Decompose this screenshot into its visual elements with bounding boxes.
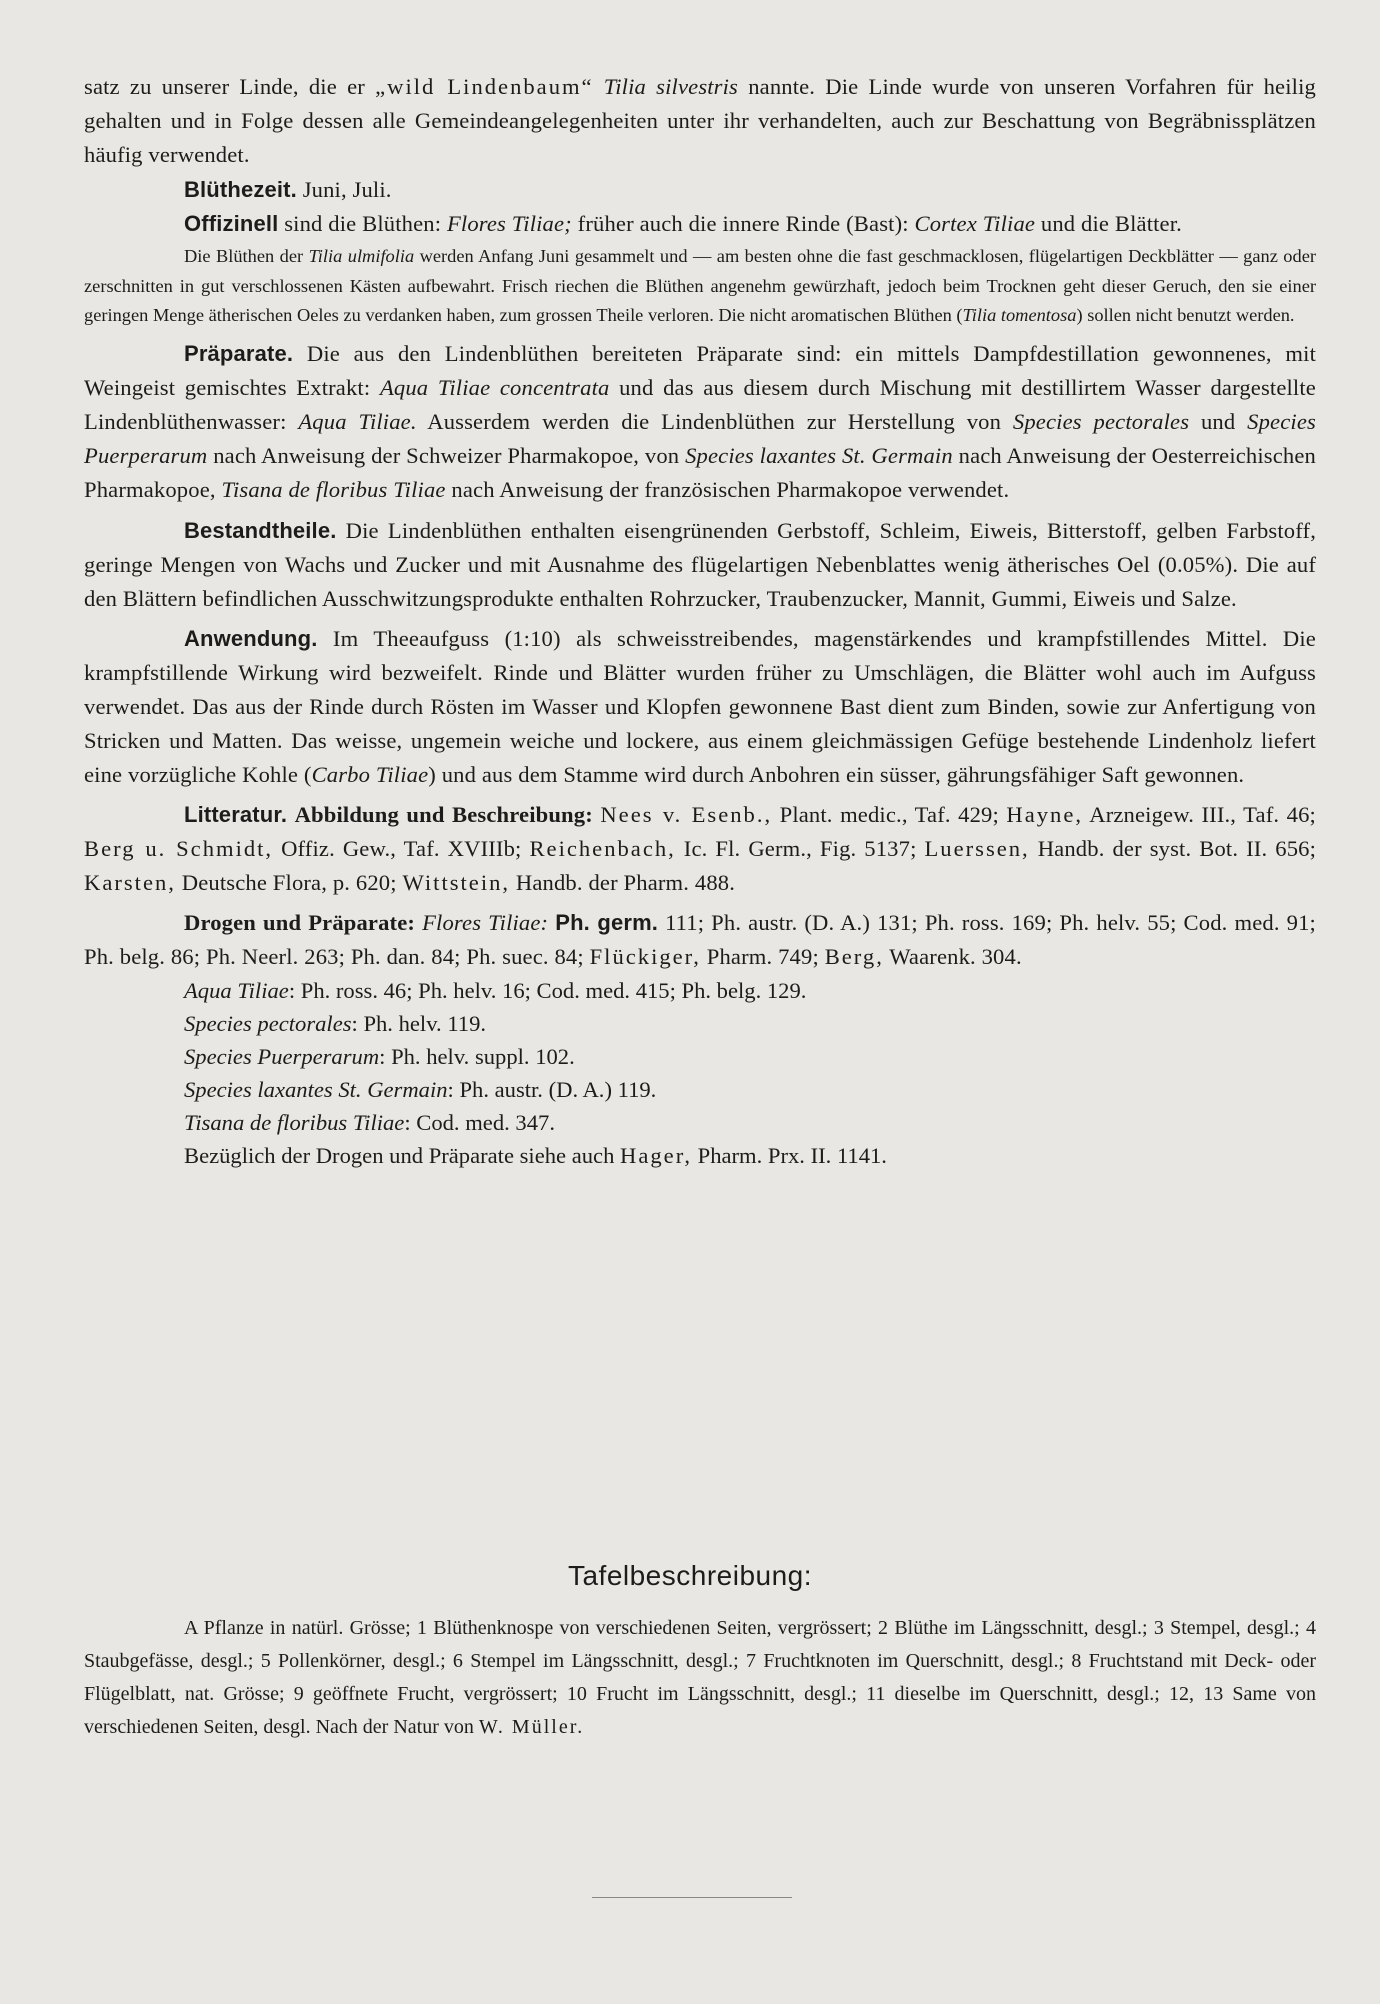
offizinell-paragraph: [84, 207, 1316, 241]
latin-term: Tilia silvestris: [603, 74, 738, 99]
section-heading: Anwendung.: [184, 625, 318, 651]
text-span: Ic. Fl. Germ., Fig. 5137;: [683, 835, 917, 861]
text-span: Pharm. Prx. II. 1141.: [697, 1142, 887, 1168]
section-heading: Litteratur.: [184, 801, 288, 827]
list-refs: : Ph. helv. suppl. 102.: [379, 1043, 575, 1069]
latin-term: Species laxantes St. Germain: [685, 442, 953, 468]
latin-term: Cortex Tiliae: [914, 211, 1036, 236]
bluethezeit-paragraph: [84, 173, 1316, 207]
opening-paragraph: [84, 70, 1316, 172]
list-item: [184, 1007, 1316, 1040]
text-span: nach Anweisung der französischen Pharmakopoe verwendet.: [451, 476, 1010, 502]
list-refs: : Ph. austr. (D. A.) 119.: [447, 1076, 657, 1102]
latin-term: Aqua Tiliae concentrata: [379, 374, 610, 400]
text-span: Pharm. 749;: [706, 943, 819, 969]
text-span: Die Lindenblüthen enthalten eisengrünenden Gerbstoff, Schleim, Eiweis, Bitterstoff, gelben Farbstoff, geringe Mengen von Wachs und Zucker und mit Ausnahme des flügelartigen Nebenblattes wenig ätherisches Oel (0.05%). Die auf den Blättern befindlichen Ausschwitzungsprodukte enthalten Rohrzucker, Traubenzucker, Mannit, Gummi, Eiweis und Salze.: [84, 517, 1316, 611]
section-heading: Bestandtheile.: [184, 517, 337, 543]
note-paragraph: [84, 242, 1316, 331]
text-span: sind die Blüthen:: [284, 211, 442, 236]
text-span: und die Blätter.: [1040, 211, 1182, 236]
anwendung-paragraph: [84, 622, 1316, 792]
latin-term: Tisana de floribus Tiliae: [184, 1109, 405, 1135]
list-refs: : Cod. med. 347.: [404, 1109, 555, 1135]
latin-term: Aqua Tiliae: [184, 977, 289, 1003]
list-item: [184, 1040, 1316, 1073]
latin-term: Species pectorales: [184, 1010, 352, 1036]
author-name: Nees v. Esenb.,: [600, 801, 773, 827]
latin-term: Carbo Tiliae: [311, 761, 429, 787]
latin-term: Species laxantes St. Germain: [184, 1076, 448, 1102]
plate-description-title: Tafelbeschreibung:: [567, 1560, 813, 1591]
latin-term: Species Puerperarum: [184, 1043, 380, 1069]
text-span: Die aus den Lindenblüthen bereiteten Präparate sind: ein mittels Dampfdestillation gewonnenes, mit Weingeist gemischtes Extrakt:: [84, 340, 1316, 400]
latin-term: Species Puerperarum: [84, 408, 1316, 468]
plate-description: [84, 1612, 1316, 1744]
text-span: satz zu unserer Linde, die er: [84, 74, 376, 99]
author-name: Karsten,: [84, 869, 176, 895]
text-span: und: [1200, 408, 1236, 434]
list-item: [184, 1139, 1316, 1172]
subheading: Abbildung und Beschreibung:: [294, 801, 593, 827]
text-span: ) und aus dem Stamme wird durch Anbohren ein süsser, gährungsfähiger Saft gewonnen.: [428, 761, 1245, 787]
author-name: W. Müller.: [478, 1716, 585, 1738]
text-span: Ausserdem werden die Lindenblüthen zur Herstellung von: [427, 408, 1002, 434]
text-span: Handb. der syst. Bot. II. 656;: [1037, 835, 1317, 861]
section-heading: Blüthezeit.: [184, 177, 297, 202]
plate-description-text: [84, 1612, 1316, 1744]
section-heading: Drogen und Präparate:: [184, 909, 416, 935]
drogen-paragraph: [84, 906, 1316, 974]
litteratur-paragraph: [84, 798, 1316, 900]
list-item: [184, 1106, 1316, 1139]
text-span: Deutsche Flora, p. 620;: [181, 869, 397, 895]
author-name: Reichenbach,: [529, 835, 676, 861]
text-span: Plant. medic., Taf. 429;: [779, 801, 999, 827]
text-span: und das aus diesem durch Mischung mit destillirtem Wasser dargestellte Lindenblüthenwasser:: [84, 374, 1316, 434]
closing-rule: [592, 1897, 792, 1898]
list-refs: : Ph. ross. 46; Ph. helv. 16; Cod. med. 415; Ph. belg. 129.: [288, 977, 807, 1003]
text-span: 111; Ph. austr. (D. A.) 131; Ph. ross. 169; Ph. helv. 55; Cod. med. 91; Ph. belg. 86; Ph. Neerl. 263; Ph. dan. 84; Ph. suec. 84;: [84, 909, 1316, 969]
list-item: [184, 974, 1316, 1007]
text-span: früher auch die innere Rinde (Bast):: [577, 211, 909, 236]
author-name: Wittstein,: [402, 869, 511, 895]
text-span: Handb. der Pharm. 488.: [515, 869, 736, 895]
latin-term: Tisana de floribus Tiliae: [221, 476, 446, 502]
text-span: Arzneigew. III., Taf. 46;: [1089, 801, 1316, 827]
main-column: [84, 70, 1316, 1172]
latin-term: Flores Tiliae;: [446, 211, 572, 236]
latin-term: Tilia ulmifolia: [308, 246, 415, 266]
text-span: ) sollen nicht benutzt werden.: [1076, 305, 1295, 325]
praeparate-paragraph: [84, 337, 1316, 507]
text-span: nannte. Die Linde wurde von unseren Vorfahren für heilig gehalten und in Folge dessen alle Gemeindeangelegenheiten unter ihr verhandelten, auch zur Beschattung von Begräbnissplätzen häufig verwendet.: [84, 74, 1316, 167]
list-item: [184, 1073, 1316, 1106]
latin-term: Tilia tomentosa: [962, 305, 1077, 325]
author-name: Hager,: [620, 1142, 692, 1168]
text-span: Juni, Juli.: [302, 177, 392, 202]
section-heading: Präparate.: [184, 340, 294, 366]
text-span: Waarenk. 304.: [889, 943, 1022, 969]
pharmacopoeia-ref: Ph. germ.: [555, 909, 659, 935]
text-span: werden Anfang Juni gesammelt und — am besten ohne die fast geschmacklosen, flügelartigen Deckblätter — ganz oder zerschnitten in gut verschlossenen Kästen aufbewahrt. Frisch riechen die Blüthen angenehm gewürzhaft, jedoch beim Trocknen geht dieser Geruch, den sie einer geringen Menge ätherischen Oeles zu verdanken haben, zum grossen Theile verloren. Die nicht aromatischen Blüthen (: [84, 246, 1316, 325]
author-name: Berg,: [824, 943, 884, 969]
text-span: Im Theeaufguss (1:10) als schweisstreibendes, magenstärkendes und krampfstillendes Mittel. Die krampfstillende Wirkung wird bezweifelt. Rinde und Blätter wurden früher zu Umschlägen, die Blätter wohl auch im Aufguss verwendet. Das aus der Rinde durch Rösten im Wasser und Klopfen gewonnene Bast dient zum Binden, sowie zur Anfertigung von Stricken und Matten. Das weisse, ungemein weiche und lockere, aus einem gleichmässigen Gefüge bestehende Lindenholz liefert eine vorzügliche Kohle (: [84, 625, 1316, 787]
preparations-list: [84, 974, 1316, 1172]
text-span: Offiz. Gew., Taf. XVIIIb;: [281, 835, 522, 861]
author-name: Luerssen,: [924, 835, 1030, 861]
spaced-term: „wild Lindenbaum“: [375, 74, 594, 99]
author-name: Flückiger,: [589, 943, 701, 969]
latin-term: Flores Tiliae:: [422, 909, 549, 935]
text-span: A Pflanze in natürl. Grösse; 1 Blüthenknospe von verschiedenen Seiten, vergrössert; 2 Blüthe im Längsschnitt, desgl.; 3 Stempel, desgl.; 4 Staubgefässe, desgl.; 5 Pollenkörner, desgl.; 6 Stempel im Längsschnitt, desgl.; 7 Fruchtknoten im Querschnitt, desgl.; 8 Fruchtstand mit Deck- oder Flügelblatt, nat. Grösse; 9 geöffnete Frucht, vergrössert; 10 Frucht im Längsschnitt, desgl.; 11 dieselbe im Querschnitt, desgl.; 12, 13 Same von verschiedenen Seiten, desgl. Nach der Natur von: [84, 1617, 1316, 1738]
text-span: nach Anweisung der Schweizer Pharmakopoe, von: [213, 442, 680, 468]
latin-term: Species pectorales: [1012, 408, 1190, 434]
section-heading: Offizinell: [184, 211, 279, 236]
text-span: Bezüglich der Drogen und Präparate siehe auch: [184, 1142, 615, 1168]
author-name: Berg u. Schmidt,: [84, 835, 274, 861]
text-span: Die Blüthen der: [184, 246, 304, 266]
list-refs: : Ph. helv. 119.: [351, 1010, 487, 1036]
author-name: Hayne,: [1006, 801, 1084, 827]
latin-term: Aqua Tiliae.: [298, 408, 417, 434]
text-span: nach Anweisung der Oesterreichischen Pharmakopoe,: [84, 442, 1316, 502]
bestandtheile-paragraph: [84, 514, 1316, 616]
